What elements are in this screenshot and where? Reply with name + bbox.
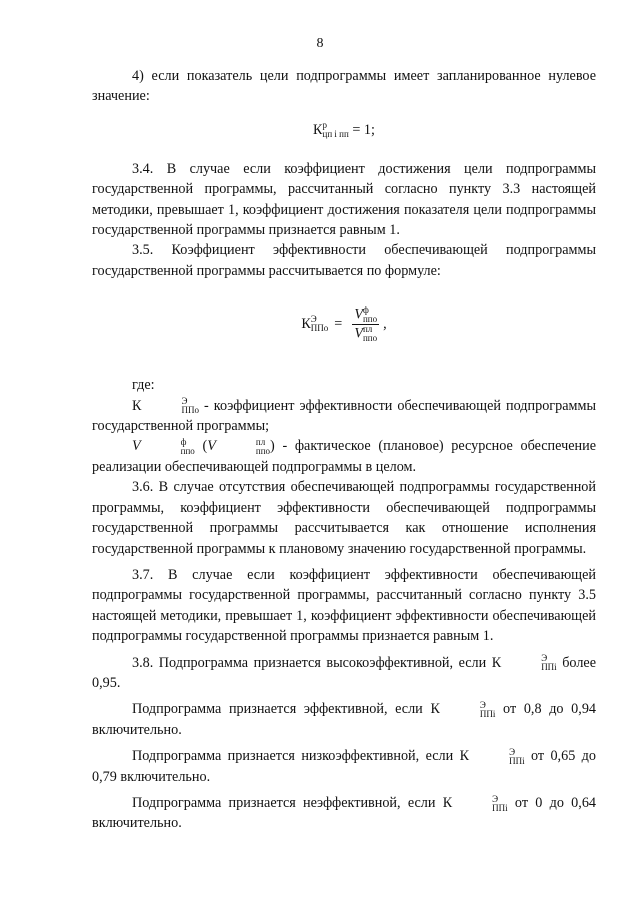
page-body [92, 66, 596, 834]
fraction-numerator: V ф ппо [354, 304, 378, 324]
formula-lhs: К Э ППо [301, 314, 329, 334]
definition-v-ppo: V ф ппо (V пл ппо ) - фактическое (плановое) ресурсное обеспечение реализации обеспечивающей подпрограммы в целом. [92, 437, 597, 475]
formula-fraction [352, 306, 379, 343]
formula-value: = 1; [352, 121, 375, 138]
paragraph-zero-value: 4) если показатель цели подпрограммы имеет запланированное нулевое значение: [92, 68, 596, 105]
paragraph-3-6: 3.6. В случае отсутствия обеспечивающей подпрограммы государственной программы, коэффициент эффективности обеспечивающей подпрограммы государственной программы рассчитывается как отношение исполнения государственной программы к плановому значению государственной программы. [92, 479, 596, 557]
paragraph-effective: Подпрограмма признается эффективной, если К Э ППi от 0,8 до 0,94 включительно. [92, 700, 597, 738]
formula-target-coefficient [92, 113, 596, 147]
formula-symbol: К р цп i пп [313, 119, 349, 139]
formula-efficiency-ratio [92, 295, 596, 353]
page-number: 8 [316, 36, 324, 51]
paragraph-3-8: 3.8. Подпрограмма признается высокоэффективной, если К Э ППi более 0,95. [92, 653, 596, 691]
formula-comma: , [383, 316, 387, 333]
paragraph-3-7: 3.7. В случае если коэффициент эффективности обеспечивающей подпрограммы государственной программы, рассчитанный согласно пункту 3.5 настоящей методики, превышает 1, коэффициент эффективности обеспечивающей подпрограммы государственной программы признается равным 1. [92, 566, 596, 645]
paragraph-low-effective: Подпрограмма признается низкоэффективной, если К Э ППi от 0,65 до 0,79 включительно. [92, 746, 596, 785]
paragraph-3-4: 3.4. В случае если коэффициент достижения цели подпрограммы государственной программы, рассчитанный согласно пункту 3.3 настоящей методики, превышает 1, коэффициент достижения показателя цели подпрограммы государственной программы признается равным 1. [92, 160, 596, 239]
fraction-denominator: V пл ппо [354, 323, 378, 343]
definition-k-ppo: К Э ППо - коэффициент эффективности обеспечивающей подпрограммы государственной программы; [92, 396, 596, 435]
paragraph-ineffective: Подпрограмма признается неэффективной, если К Э ППi от 0 до 0,64 включительно. [92, 793, 597, 832]
formula-equals: = [334, 316, 343, 333]
where-label: где: [132, 377, 155, 394]
paragraph-3-5: 3.5. Коэффициент эффективности обеспечивающей подпрограммы государственной программы рассчитывается по формуле: [92, 242, 596, 279]
